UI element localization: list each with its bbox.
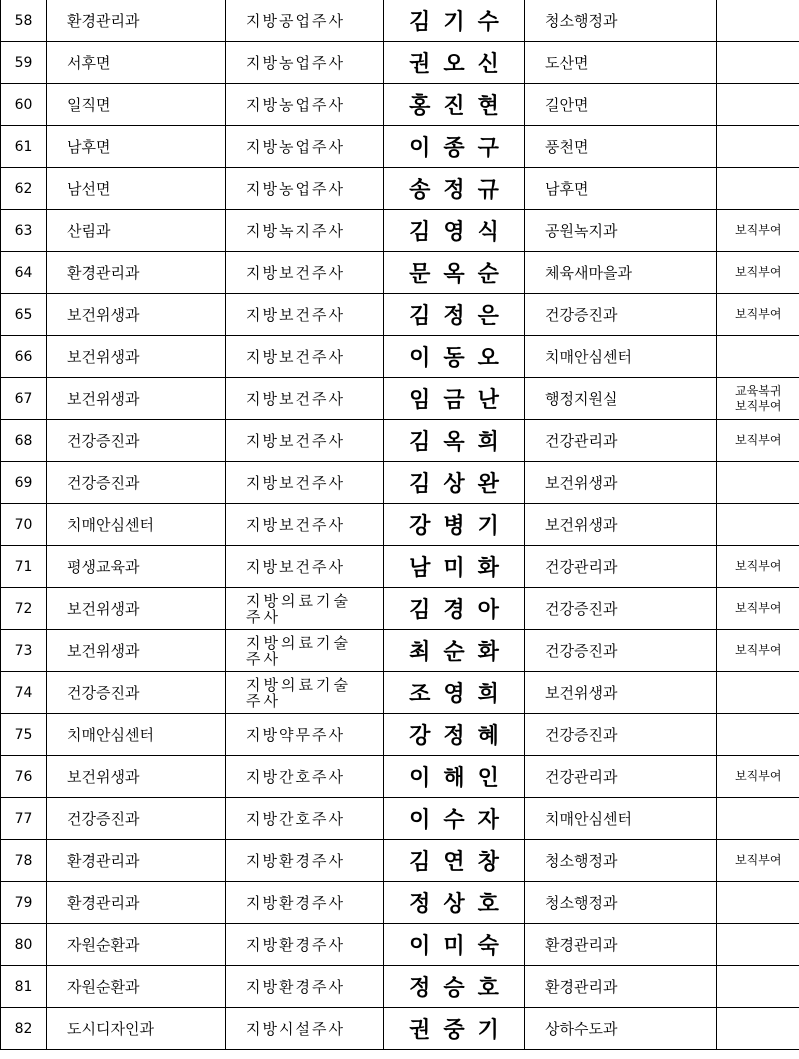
previous-department: 건강증진과 (47, 672, 226, 714)
rank-title: 지방보건주사 (226, 294, 384, 336)
row-number: 58 (1, 0, 47, 42)
remark (717, 504, 799, 546)
table-row (1, 546, 799, 588)
remark: 보직부여 (717, 294, 799, 336)
remark: 보직부여 (717, 756, 799, 798)
remark: 보직부여 (717, 210, 799, 252)
remark: 보직부여 (717, 546, 799, 588)
row-number: 72 (1, 588, 47, 630)
row-number: 70 (1, 504, 47, 546)
remark (717, 672, 799, 714)
row-number: 64 (1, 252, 47, 294)
row-number: 80 (1, 924, 47, 966)
new-department: 건강증진과 (525, 714, 717, 756)
previous-department: 보건위생과 (47, 378, 226, 420)
employee-name: 김옥희 (384, 420, 525, 462)
table-row (1, 84, 799, 126)
table-row (1, 672, 799, 714)
row-number: 63 (1, 210, 47, 252)
rank-title: 지방환경주사 (226, 924, 384, 966)
employee-name: 정상호 (384, 882, 525, 924)
employee-name: 홍진현 (384, 84, 525, 126)
remark (717, 966, 799, 1008)
table-row (1, 714, 799, 756)
new-department: 치매안심센터 (525, 336, 717, 378)
employee-name: 이수자 (384, 798, 525, 840)
remark (717, 1008, 799, 1050)
rank-title: 지방간호주사 (226, 756, 384, 798)
row-number: 69 (1, 462, 47, 504)
new-department: 환경관리과 (525, 966, 717, 1008)
rank-title: 지방농업주사 (226, 168, 384, 210)
row-number: 67 (1, 378, 47, 420)
previous-department: 산림과 (47, 210, 226, 252)
row-number: 62 (1, 168, 47, 210)
new-department: 건강관리과 (525, 756, 717, 798)
rank-title: 지방간호주사 (226, 798, 384, 840)
remark (717, 924, 799, 966)
rank-title: 지방보건주사 (226, 546, 384, 588)
previous-department: 치매안심센터 (47, 714, 226, 756)
remark: 보직부여 (717, 588, 799, 630)
table-row (1, 126, 799, 168)
row-number: 60 (1, 84, 47, 126)
table-row (1, 210, 799, 252)
employee-name: 최순화 (384, 630, 525, 672)
new-department: 길안면 (525, 84, 717, 126)
employee-name: 김정은 (384, 294, 525, 336)
employee-name: 문옥순 (384, 252, 525, 294)
employee-name: 임금난 (384, 378, 525, 420)
new-department: 공원녹지과 (525, 210, 717, 252)
row-number: 74 (1, 672, 47, 714)
new-department: 상하수도과 (525, 1008, 717, 1050)
row-number: 78 (1, 840, 47, 882)
new-department: 환경관리과 (525, 924, 717, 966)
row-number: 66 (1, 336, 47, 378)
rank-title: 지방녹지주사 (226, 210, 384, 252)
row-number: 75 (1, 714, 47, 756)
rank-title: 지방농업주사 (226, 126, 384, 168)
previous-department: 서후면 (47, 42, 226, 84)
rank-title: 지방환경주사 (226, 840, 384, 882)
row-number: 77 (1, 798, 47, 840)
table-row (1, 756, 799, 798)
previous-department: 보건위생과 (47, 294, 226, 336)
new-department: 보건위생과 (525, 462, 717, 504)
employee-name: 이동오 (384, 336, 525, 378)
rank-title: 지방환경주사 (226, 882, 384, 924)
remark: 보직부여 (717, 420, 799, 462)
table-row (1, 588, 799, 630)
remark (717, 798, 799, 840)
remark (717, 84, 799, 126)
new-department: 청소행정과 (525, 882, 717, 924)
rank-title: 지방의료기술주사 (226, 672, 384, 714)
remark (717, 42, 799, 84)
table-row (1, 840, 799, 882)
employee-name: 김경아 (384, 588, 525, 630)
previous-department: 치매안심센터 (47, 504, 226, 546)
table-row (1, 336, 799, 378)
previous-department: 도시디자인과 (47, 1008, 226, 1050)
previous-department: 환경관리과 (47, 0, 226, 42)
row-number: 79 (1, 882, 47, 924)
previous-department: 건강증진과 (47, 798, 226, 840)
employee-name: 강정혜 (384, 714, 525, 756)
previous-department: 평생교육과 (47, 546, 226, 588)
table-row (1, 294, 799, 336)
remark (717, 336, 799, 378)
rank-title: 지방공업주사 (226, 0, 384, 42)
new-department: 치매안심센터 (525, 798, 717, 840)
new-department: 건강증진과 (525, 588, 717, 630)
previous-department: 보건위생과 (47, 630, 226, 672)
employee-name: 김상완 (384, 462, 525, 504)
rank-title: 지방약무주사 (226, 714, 384, 756)
employee-name: 권오신 (384, 42, 525, 84)
row-number: 73 (1, 630, 47, 672)
new-department: 풍천면 (525, 126, 717, 168)
table-row (1, 924, 799, 966)
employee-name: 권중기 (384, 1008, 525, 1050)
previous-department: 환경관리과 (47, 840, 226, 882)
new-department: 남후면 (525, 168, 717, 210)
previous-department: 건강증진과 (47, 462, 226, 504)
new-department: 건강관리과 (525, 546, 717, 588)
employee-name: 정승호 (384, 966, 525, 1008)
employee-name: 조영희 (384, 672, 525, 714)
table-row (1, 966, 799, 1008)
previous-department: 건강증진과 (47, 420, 226, 462)
previous-department: 남후면 (47, 126, 226, 168)
employee-name: 강병기 (384, 504, 525, 546)
new-department: 체육새마을과 (525, 252, 717, 294)
new-department: 건강증진과 (525, 630, 717, 672)
rank-title: 지방의료기술주사 (226, 630, 384, 672)
row-number: 59 (1, 42, 47, 84)
previous-department: 일직면 (47, 84, 226, 126)
previous-department: 보건위생과 (47, 756, 226, 798)
rank-title: 지방농업주사 (226, 42, 384, 84)
new-department: 행정지원실 (525, 378, 717, 420)
rank-title: 지방시설주사 (226, 1008, 384, 1050)
remark (717, 714, 799, 756)
table-row (1, 882, 799, 924)
new-department: 보건위생과 (525, 504, 717, 546)
previous-department: 환경관리과 (47, 252, 226, 294)
employee-name: 남미화 (384, 546, 525, 588)
employee-name: 김기수 (384, 0, 525, 42)
remark: 교육복귀 보직부여 (717, 378, 799, 420)
row-number: 61 (1, 126, 47, 168)
employee-name: 송정규 (384, 168, 525, 210)
remark (717, 126, 799, 168)
rank-title: 지방환경주사 (226, 966, 384, 1008)
row-number: 71 (1, 546, 47, 588)
rank-title: 지방보건주사 (226, 504, 384, 546)
rank-title: 지방의료기술주사 (226, 588, 384, 630)
previous-department: 남선면 (47, 168, 226, 210)
employee-name: 김영식 (384, 210, 525, 252)
rank-title: 지방농업주사 (226, 84, 384, 126)
row-number: 65 (1, 294, 47, 336)
employee-name: 이해인 (384, 756, 525, 798)
rank-title: 지방보건주사 (226, 378, 384, 420)
table-row (1, 420, 799, 462)
row-number: 81 (1, 966, 47, 1008)
remark (717, 462, 799, 504)
employee-name: 이종구 (384, 126, 525, 168)
row-number: 68 (1, 420, 47, 462)
table-row (1, 252, 799, 294)
row-number: 76 (1, 756, 47, 798)
new-department: 보건위생과 (525, 672, 717, 714)
new-department: 청소행정과 (525, 0, 717, 42)
rank-title: 지방보건주사 (226, 420, 384, 462)
new-department: 청소행정과 (525, 840, 717, 882)
previous-department: 보건위생과 (47, 588, 226, 630)
previous-department: 자원순환과 (47, 924, 226, 966)
remark (717, 882, 799, 924)
table-row (1, 462, 799, 504)
table-row (1, 0, 799, 42)
remark: 보직부여 (717, 252, 799, 294)
table-row (1, 1008, 799, 1050)
row-number: 82 (1, 1008, 47, 1050)
table-row (1, 168, 799, 210)
rank-title: 지방보건주사 (226, 336, 384, 378)
rank-title: 지방보건주사 (226, 462, 384, 504)
employee-name: 이미숙 (384, 924, 525, 966)
previous-department: 보건위생과 (47, 336, 226, 378)
table-row (1, 798, 799, 840)
new-department: 건강증진과 (525, 294, 717, 336)
remark: 보직부여 (717, 840, 799, 882)
previous-department: 자원순환과 (47, 966, 226, 1008)
employee-name: 김연창 (384, 840, 525, 882)
remark (717, 168, 799, 210)
table-row (1, 378, 799, 420)
remark (717, 0, 799, 42)
new-department: 도산면 (525, 42, 717, 84)
table-row (1, 504, 799, 546)
table-row (1, 630, 799, 672)
table-row (1, 42, 799, 84)
new-department: 건강관리과 (525, 420, 717, 462)
rank-title: 지방보건주사 (226, 252, 384, 294)
personnel-table-body (1, 0, 799, 1050)
previous-department: 환경관리과 (47, 882, 226, 924)
remark: 보직부여 (717, 630, 799, 672)
